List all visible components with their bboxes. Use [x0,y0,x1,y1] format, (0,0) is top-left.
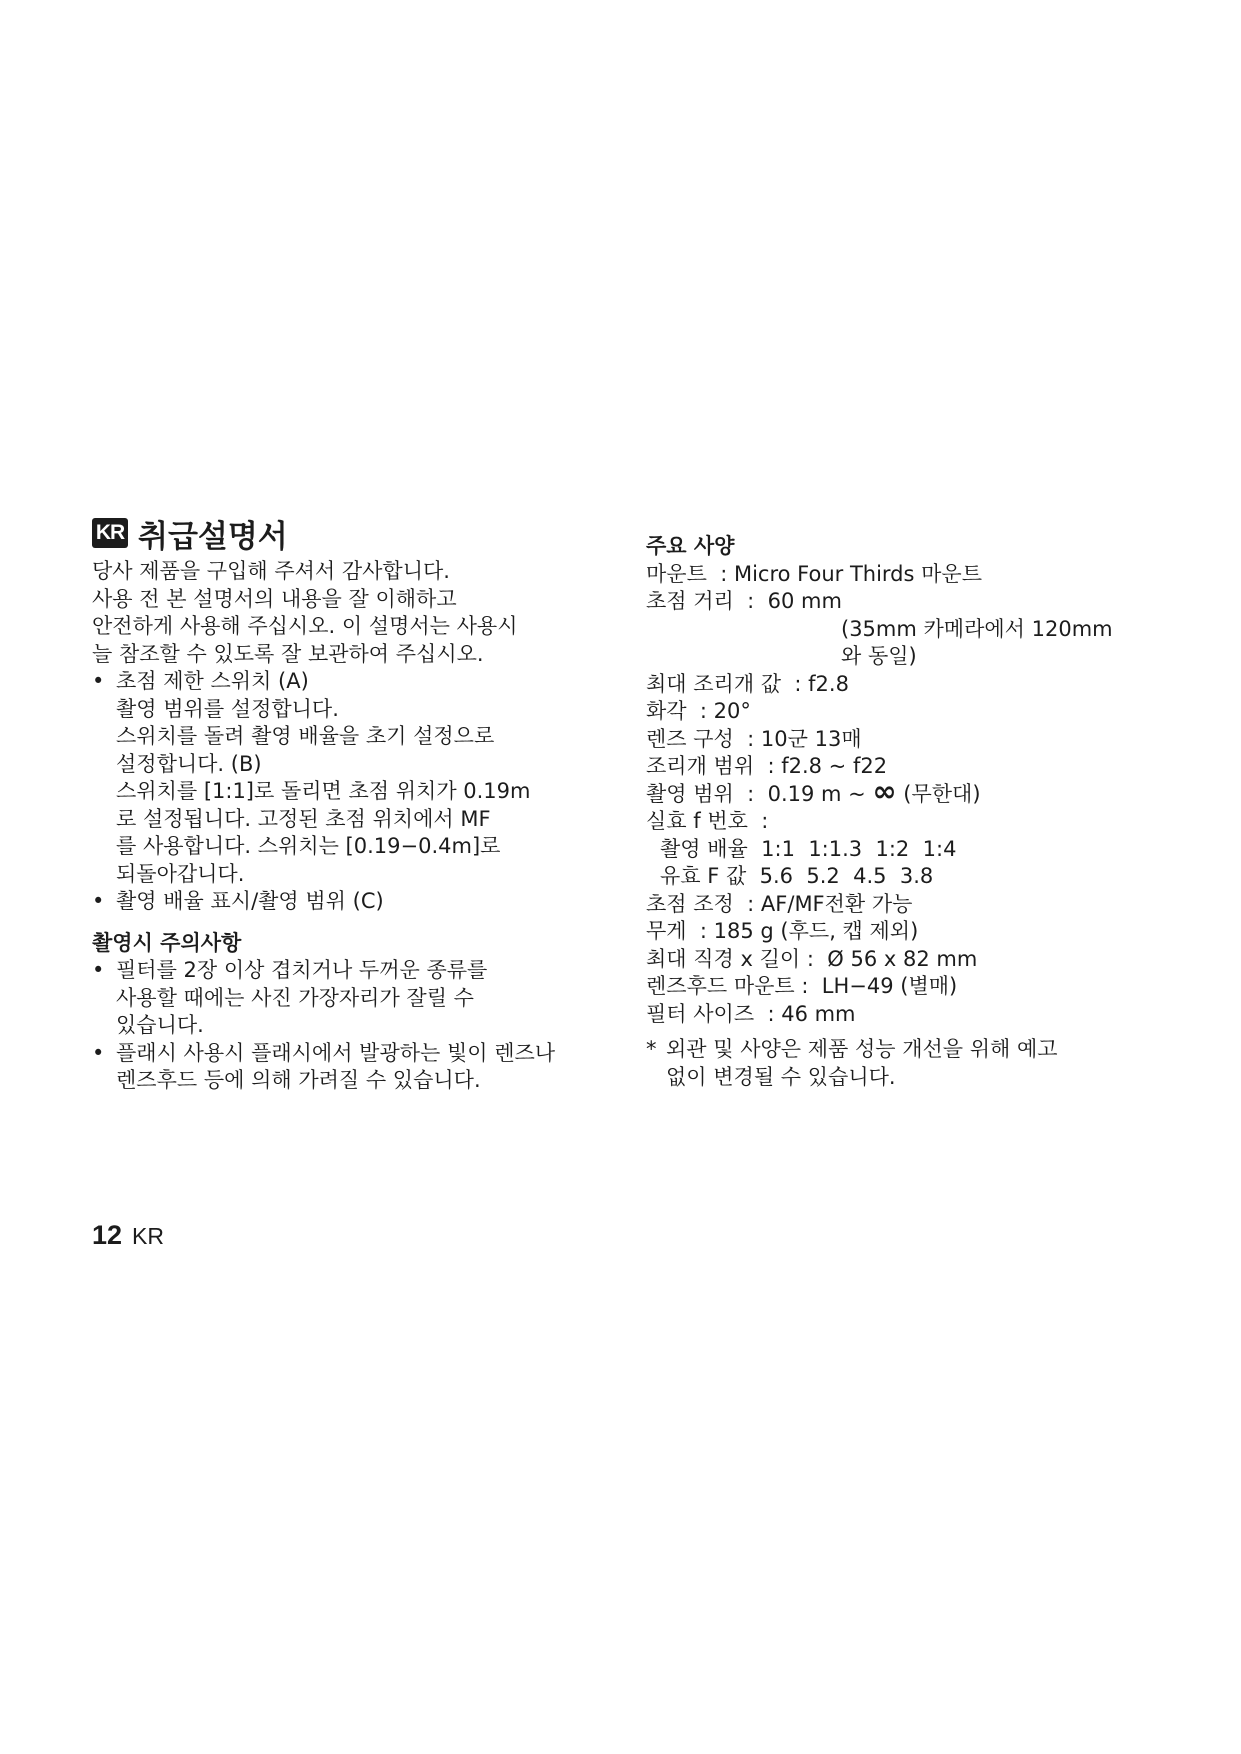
bullet-text-line: 스위치를 [1:1]로 돌리면 초점 위치가 0.19m [116,779,531,803]
bullet-dot-icon: • [92,1040,105,1065]
footer-language: KR [132,1223,164,1249]
spec-aperture-range: 조리개 범위 : f2.8 ~ f22 [646,754,888,778]
precaution-text-line: 필터를 2장 이상 겹치거나 두꺼운 종류를 [116,958,488,982]
precaution-text-line: 플래시 사용시 플래시에서 발광하는 빛이 렌즈나 [116,1040,556,1065]
bullet-text-line: 촬영 범위를 설정합니다. [116,696,339,721]
spec-range-label: 촬영 범위 : 0.19 m ~ [646,781,873,806]
bullet-label: 촬영 배율 표시/촬영 범위 (C) [116,889,384,913]
right-column [646,533,1166,1091]
section-heading [92,512,612,554]
precaution-item [92,957,612,985]
bullet-dot-icon: • [92,958,105,982]
spec-hood-mount: 렌즈후드 마운트 : LH−49 (별매) [646,974,958,998]
bullet-text-line: 설정합니다. (B) [116,751,262,776]
page-footer [92,1220,164,1251]
note-text-line: 없이 변경될 수 있습니다. [666,1064,896,1089]
bullet-text-line: 스위치를 돌려 촬영 배율을 초기 설정으로 [116,724,495,748]
left-column [92,512,612,1095]
bullet-text-line: 로 설정됩니다. 고정된 초점 위치에서 MF [116,806,491,831]
spec-max-aperture: 최대 조리개 값 : f2.8 [646,671,849,696]
asterisk-icon: * [646,1037,657,1061]
precaution-text-line: 사용할 때에는 사진 가장자리가 잘릴 수 [116,985,474,1010]
specs-heading: 주요 사양 [646,534,735,558]
spec-focusing: 초점 조정 : AF/MF전환 가능 [646,891,913,916]
spec-dimensions: 최대 직경 x 길이 : Ø 56 x 82 mm [646,946,978,971]
intro-line: 사용 전 본 설명서의 내용을 잘 이해하고 [92,586,457,611]
language-badge: KR [92,518,128,548]
infinity-icon: ∞ [872,773,897,808]
spec-lens-construction: 렌즈 구성 : 10군 13매 [646,726,862,751]
bullet-dot-icon: • [92,889,105,913]
spec-focal-length: 초점 거리 : 60 mm [646,589,842,613]
bullet-magnification-display [92,888,612,916]
note-text-line: 외관 및 사양은 제품 성능 개선을 위해 예고 [666,1037,1058,1061]
intro-paragraph [92,558,612,668]
spec-weight: 무게 : 185 g (후드, 캡 제외) [646,919,919,943]
spec-effective-f-number: 실효 f 번호 : [646,809,769,833]
precaution-item [92,1040,612,1068]
bullet-label: 초점 제한 스위치 (A) [116,669,309,693]
spec-mount: 마운트 : Micro Four Thirds 마운트 [646,561,982,586]
intro-line: 안전하게 사용해 주십시오. 이 설명서는 사용시 [92,614,518,638]
precaution-text-line: 렌즈후드 등에 의해 가려질 수 있습니다. [116,1068,481,1092]
page-number: 12 [92,1220,123,1250]
spec-angle-of-view: 화각 : 20° [646,699,751,723]
spec-focal-note: (35mm 카메라에서 120mm [841,616,1113,641]
spec-range-suffix: (무한대) [896,781,981,806]
intro-line: 당사 제품을 구입해 주셔서 감사합니다. [92,559,450,583]
precaution-text-line: 있습니다. [116,1013,204,1037]
precautions-heading: 촬영시 주의사항 [92,930,242,955]
spec-note [646,1036,1166,1064]
bullet-text-line: 되돌아갑니다. [116,861,245,886]
spec-magnification-row: 촬영 배율 1:1 1:1.3 1:2 1:4 [660,836,957,861]
spec-f-value-row: 유효 F 값 5.6 5.2 4.5 3.8 [660,864,934,888]
page-title: 취급설명서 [138,518,288,555]
bullet-dot-icon: • [92,669,105,693]
bullet-focus-limit-switch [92,668,612,696]
spec-shooting-range [646,773,1166,809]
spec-filter-size: 필터 사이즈 : 46 mm [646,1001,856,1026]
intro-line: 늘 참조할 수 있도록 잘 보관하여 주십시오. [92,641,484,666]
spec-focal-note: 와 동일) [841,644,917,668]
bullet-text-line: 를 사용합니다. 스위치는 [0.19−0.4m]로 [116,834,501,858]
